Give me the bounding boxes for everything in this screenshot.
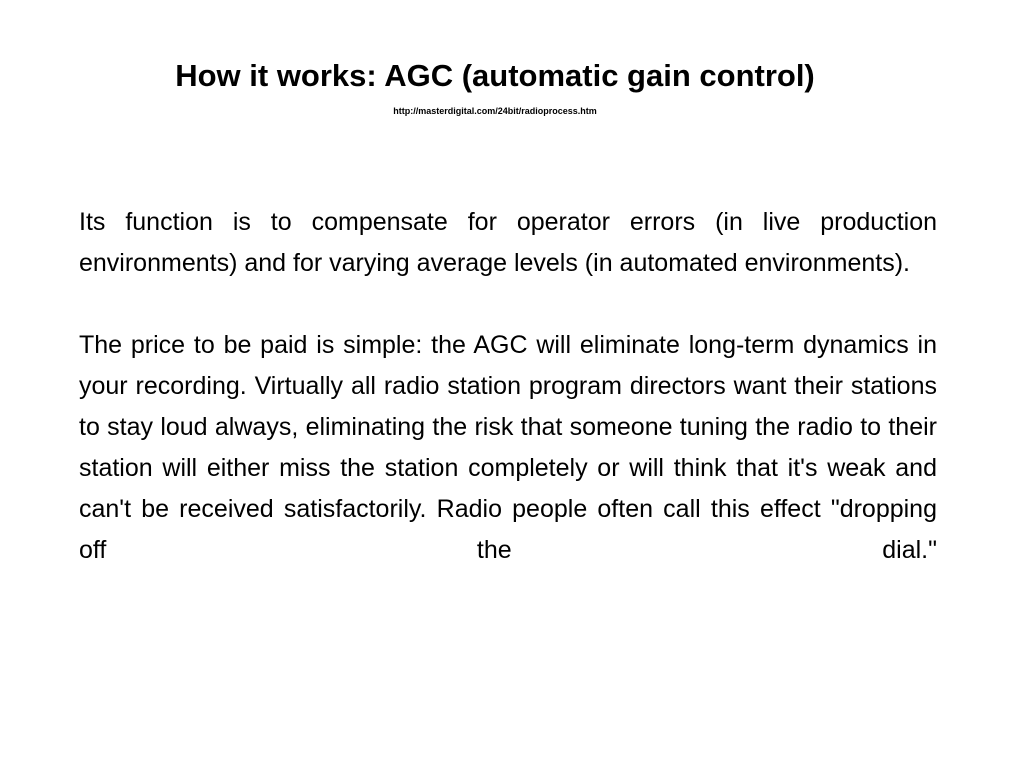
paragraph-function: Its function is to compensate for operator errors (in live production environments) and for varying average levels (in automated environments). <box>79 208 937 277</box>
paragraph-price: The price to be paid is simple: the AGC will eliminate long-term dynamics in your recording. Virtually all radio station program directors want their stations to stay loud always, eliminating the risk that someone tuning the radio to their station will either miss the station completely or will think that it's weak and can't be received satisfactorily. Radio people often call this effect "dropping off the dial." <box>79 331 937 564</box>
source-url: http://masterdigital.com/24bit/radioprocess.htm <box>393 106 597 116</box>
slide-title: How it works: AGC (automatic gain control) <box>175 58 815 93</box>
slide-body <box>79 202 937 571</box>
